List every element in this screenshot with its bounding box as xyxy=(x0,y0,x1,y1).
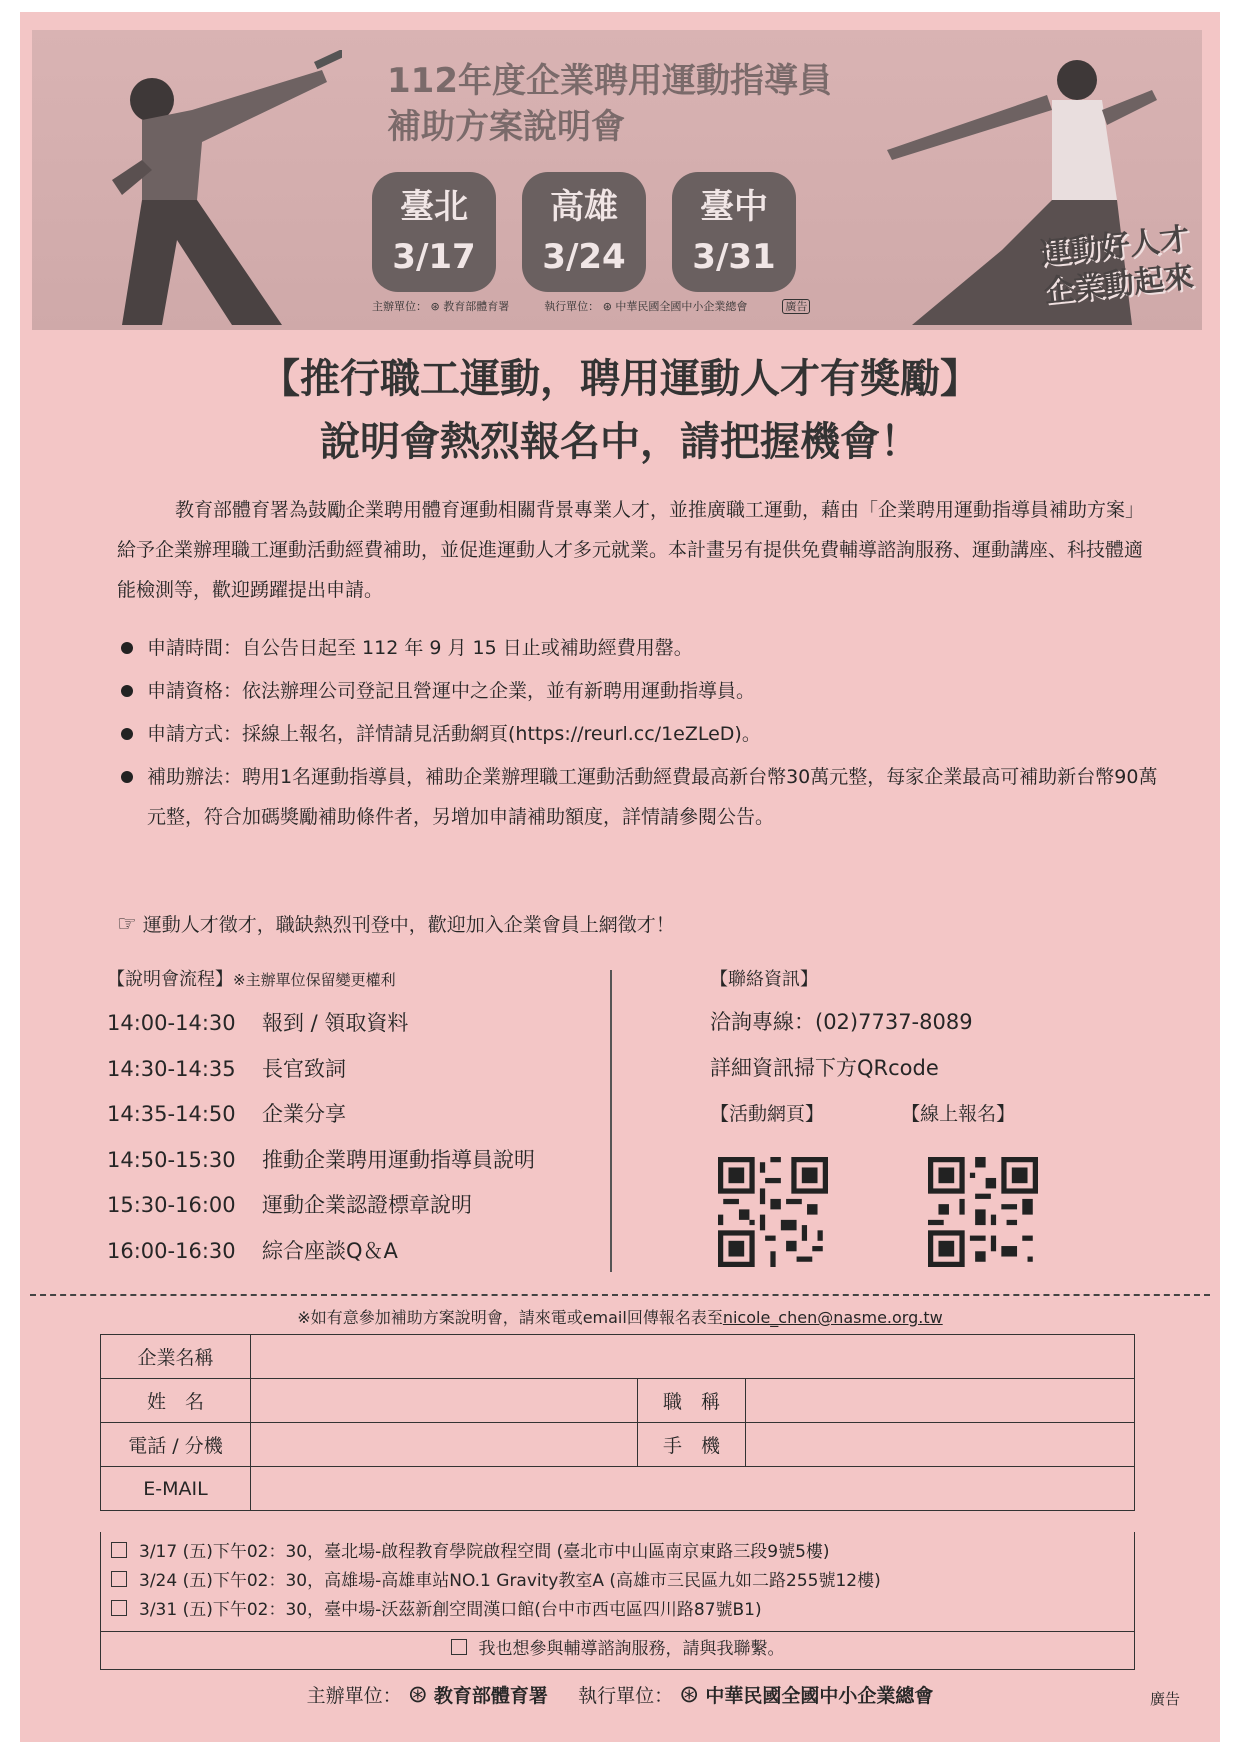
city-date: 3/17 xyxy=(392,237,476,277)
organizer-logo-icon: ⊛ xyxy=(407,1680,428,1708)
bullet-subsidy: 補助辦法：聘用1名運動指導員，補助企業辦理職工運動活動經費最高新台幣30萬元整，每家企業最高可補助新台幣90萬元整，符合加碼獎勵補助條件者，另增加申請補助額度，詳情請參閱公告。 xyxy=(117,757,1167,837)
flow-row: 14:35-14:50 企業分享 xyxy=(107,1102,346,1126)
headline-line1: 【推行職工運動，聘用運動人才有獎勵】 xyxy=(260,356,980,402)
pointing-hand-icon: ☞ xyxy=(117,912,137,937)
qr1-label: 【活動網頁】 xyxy=(710,1103,825,1125)
job-title-label: 職 稱 xyxy=(638,1379,746,1423)
form-row-phone xyxy=(101,1423,1135,1467)
headline-line2: 說明會熱烈報名中，請把握機會！ xyxy=(320,419,920,465)
city-badge-taipei xyxy=(372,172,496,292)
contact-heading: 【聯絡資訊】 xyxy=(710,969,818,990)
runner-left-illustration xyxy=(82,50,342,330)
city-badge-taichung xyxy=(672,172,796,292)
flow-row: 14:00-14:30 報到 / 領取資料 xyxy=(107,1011,409,1035)
email-label: E-MAIL xyxy=(101,1467,251,1511)
slogan: 運動好人才 企業動起來 xyxy=(1038,221,1196,310)
name-label: 姓 名 xyxy=(101,1379,251,1423)
qr-labels xyxy=(710,1091,1180,1137)
form-row-email xyxy=(101,1467,1135,1511)
contact-info xyxy=(710,965,1180,1137)
flow-row: 14:30-14:35 長官致詞 xyxy=(107,1056,346,1081)
banner-title xyxy=(387,58,832,150)
checkbox-icon[interactable] xyxy=(111,1542,127,1558)
qr2-label: 【線上報名】 xyxy=(901,1103,1016,1125)
form-row-company xyxy=(101,1335,1135,1379)
registration-note: ※如有意參加補助方案說明會，請來電或email回傳報名表至nicole_chen@nasme.org.tw xyxy=(297,1308,943,1327)
qr-code-event-page[interactable] xyxy=(718,1157,828,1267)
registration-email-link[interactable]: nicole_chen@nasme.org.tw xyxy=(722,1308,943,1327)
phone-label: 電話 / 分機 xyxy=(101,1423,251,1467)
checkbox-icon[interactable] xyxy=(451,1639,467,1655)
cut-line xyxy=(30,1294,1210,1296)
column-divider xyxy=(610,970,612,1272)
name-field[interactable] xyxy=(251,1379,638,1423)
flow-row: 15:30-16:00 運動企業認證標章說明 xyxy=(107,1193,472,1217)
mobile-label: 手 機 xyxy=(638,1423,746,1467)
flyer-page xyxy=(20,12,1220,1742)
ad-tag: 廣告 xyxy=(782,299,810,314)
company-label: 企業名稱 xyxy=(101,1335,251,1379)
executor-logo-icon: ⊛ xyxy=(679,1680,700,1708)
session-flow xyxy=(107,965,627,1274)
session-options xyxy=(100,1532,1135,1632)
session-option-kaohsiung[interactable]: 3/24 (五)下午02：30，高雄場-高雄車站NO.1 Gravity教室A (高雄市三民區九如二路255號12樓) xyxy=(111,1567,1124,1596)
flow-heading: 【說明會流程】※主辦單位保留變更權利 xyxy=(107,969,396,990)
company-field[interactable] xyxy=(251,1335,1135,1379)
qr-code-online-registration[interactable] xyxy=(928,1157,1038,1267)
footer-ad-tag: 廣告 xyxy=(1150,1690,1181,1708)
job-title-field[interactable] xyxy=(746,1379,1135,1423)
executor-logo-icon: ⊛ xyxy=(602,300,612,313)
qr-hint: 詳細資訊掃下方QRcode xyxy=(710,1056,939,1080)
email-field[interactable] xyxy=(251,1467,1135,1511)
mobile-field[interactable] xyxy=(746,1423,1135,1467)
bullet-apply-time: 申請時間：自公告日起至 112 年 9 月 15 日止或補助經費用罄。 xyxy=(117,628,1167,668)
city-name: 臺北 xyxy=(400,187,468,227)
form-row-name xyxy=(101,1379,1135,1423)
banner xyxy=(32,30,1202,330)
city-badge-kaohsiung xyxy=(522,172,646,292)
bullet-eligibility: 申請資格：依法辦理公司登記且營運中之企業，並有新聘用運動指導員。 xyxy=(117,671,1167,711)
city-name: 高雄 xyxy=(550,187,618,227)
checkbox-icon[interactable] xyxy=(111,1571,127,1587)
contact-phone: 洽詢專線：(02)7737-8089 xyxy=(710,1010,973,1034)
flow-row: 14:50-15:30 推動企業聘用運動指導員說明 xyxy=(107,1147,535,1172)
banner-title-line1: 112年度企業聘用運動指導員 xyxy=(387,61,832,101)
city-date: 3/24 xyxy=(542,237,626,277)
footer-organizers: 主辦單位： ⊛ 教育部體育署 執行單位： ⊛ 中華民國全國中小企業總會 xyxy=(306,1680,934,1708)
intro-paragraph: 教育部體育署為鼓勵企業聘用體育運動相關背景專業人才，並推廣職工運動，藉由「企業聘用運動指導員補助方案」給予企業辦理職工運動活動經費補助，並促進運動人才多元就業。本計畫另有提供免費輔導諮詢服務、運動講座、科技體適能檢測等，歡迎踴躍提出申請。 xyxy=(117,499,1145,601)
registration-form xyxy=(100,1334,1135,1511)
consult-option[interactable]: 我也想參與輔導諮詢服務，請與我聯繫。 xyxy=(100,1630,1135,1670)
session-option-taichung[interactable]: 3/31 (五)下午02：30，臺中場-沃茲新創空間漢口館(台中市西屯區四川路87號B1) xyxy=(111,1596,1124,1625)
checkbox-icon[interactable] xyxy=(111,1600,127,1616)
bullet-apply-method: 申請方式：採線上報名，詳情請見活動網頁(https://reurl.cc/1eZLeD)。 xyxy=(117,714,1167,754)
session-option-taipei[interactable]: 3/17 (五)下午02：30，臺北場-啟程教育學院啟程空間 (臺北市中山區南京東路三段9號5樓) xyxy=(111,1538,1124,1567)
info-bullets xyxy=(117,628,1167,840)
city-name: 臺中 xyxy=(700,187,768,227)
phone-field[interactable] xyxy=(251,1423,638,1467)
banner-title-line2: 補助方案說明會 xyxy=(387,107,625,147)
banner-organizers: 主辦單位： ⊛ 教育部體育署 執行單位： ⊛ 中華民國全國中小企業總會 廣告 xyxy=(372,298,810,314)
organizer-logo-icon: ⊛ xyxy=(430,300,440,313)
recruit-note: ☞ 運動人才徵才，職缺熱烈刊登中，歡迎加入企業會員上網徵才！ xyxy=(117,912,675,937)
flow-row: 16:00-16:30 綜合座談Q＆A xyxy=(107,1238,398,1263)
city-date: 3/31 xyxy=(692,237,776,277)
